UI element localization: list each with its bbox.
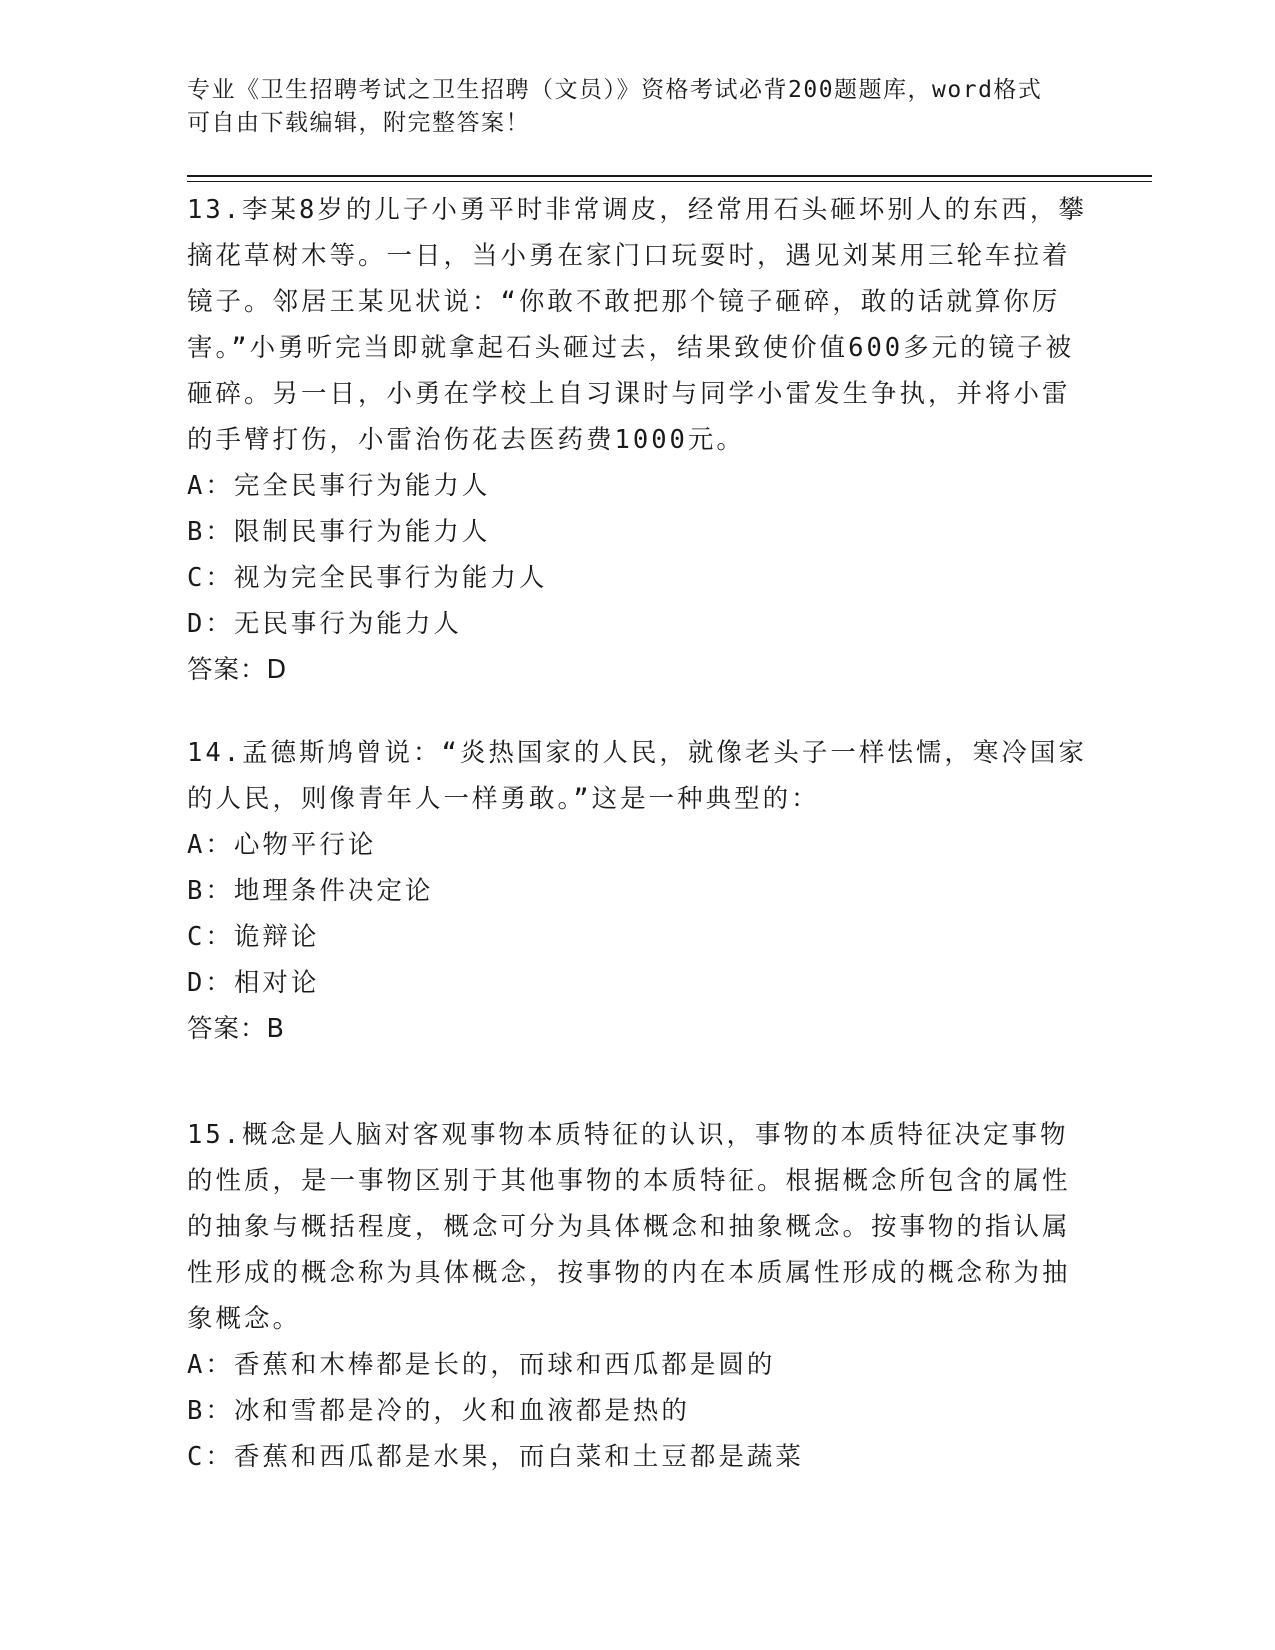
answer: 答案：D bbox=[187, 655, 288, 685]
header-rule-thick bbox=[187, 175, 1152, 177]
question-stem: 13.李某8岁的儿子小勇平时非常调皮，经常用石头砸坏别人的东西，攀摘花草树木等。一日，当小勇在家门口玩耍时，遇见刘某用三轮车拉着镜子。邻居王某见状说：“你敢不敢把那个镜子砸碎，敢的话就算你厉害。”小勇听完当即就拿起石头砸过去，结果致使价值600多元的镜子被砸碎。另一日，小勇在学校上自习课时与同学小雷发生争执，并将小雷的手臂打伤，小雷治伤花去医药费1000元。 bbox=[187, 195, 1087, 455]
question-stem: 15.概念是人脑对客观事物本质特征的认识，事物的本质特征决定事物的性质，是一事物区别于其他事物的本质特征。根据概念所包含的属性的抽象与概括程度，概念可分为具体概念和抽象概念。按事物的指认属性形成的概念称为具体概念，按事物的内在本质属性形成的概念称为抽象概念。 bbox=[187, 1120, 1071, 1334]
option-c: C：视为完全民事行为能力人 bbox=[187, 563, 548, 593]
question-15 bbox=[187, 1112, 1087, 1480]
question-stem: 14.孟德斯鸠曾说：“炎热国家的人民，就像老头子一样怯懦，寒冷国家的人民，则像青年人一样勇敢。”这是一种典型的： bbox=[187, 738, 1087, 814]
option-c: C：香蕉和西瓜都是水果，而白菜和土豆都是蔬菜 bbox=[187, 1442, 804, 1472]
option-d: D：无民事行为能力人 bbox=[187, 609, 462, 639]
header-line-2: 可自由下载编辑，附完整答案！ bbox=[187, 110, 530, 136]
question-13 bbox=[187, 187, 1087, 693]
header-line-1: 专业《卫生招聘考试之卫生招聘（文员）》资格考试必背200题题库，word格式 bbox=[187, 77, 1043, 103]
option-c: C：诡辩论 bbox=[187, 922, 320, 952]
question-14 bbox=[187, 730, 1087, 1052]
document-header bbox=[187, 74, 1087, 140]
option-a: A：完全民事行为能力人 bbox=[187, 471, 491, 501]
option-a: A：心物平行论 bbox=[187, 830, 377, 860]
option-b: B：地理条件决定论 bbox=[187, 876, 434, 906]
option-b: B：冰和雪都是冷的，火和血液都是热的 bbox=[187, 1396, 690, 1426]
header-rule-thin bbox=[187, 181, 1152, 182]
answer: 答案：B bbox=[187, 1014, 285, 1044]
option-a: A：香蕉和木棒都是长的，而球和西瓜都是圆的 bbox=[187, 1350, 776, 1380]
option-d: D：相对论 bbox=[187, 968, 320, 998]
option-b: B：限制民事行为能力人 bbox=[187, 517, 491, 547]
